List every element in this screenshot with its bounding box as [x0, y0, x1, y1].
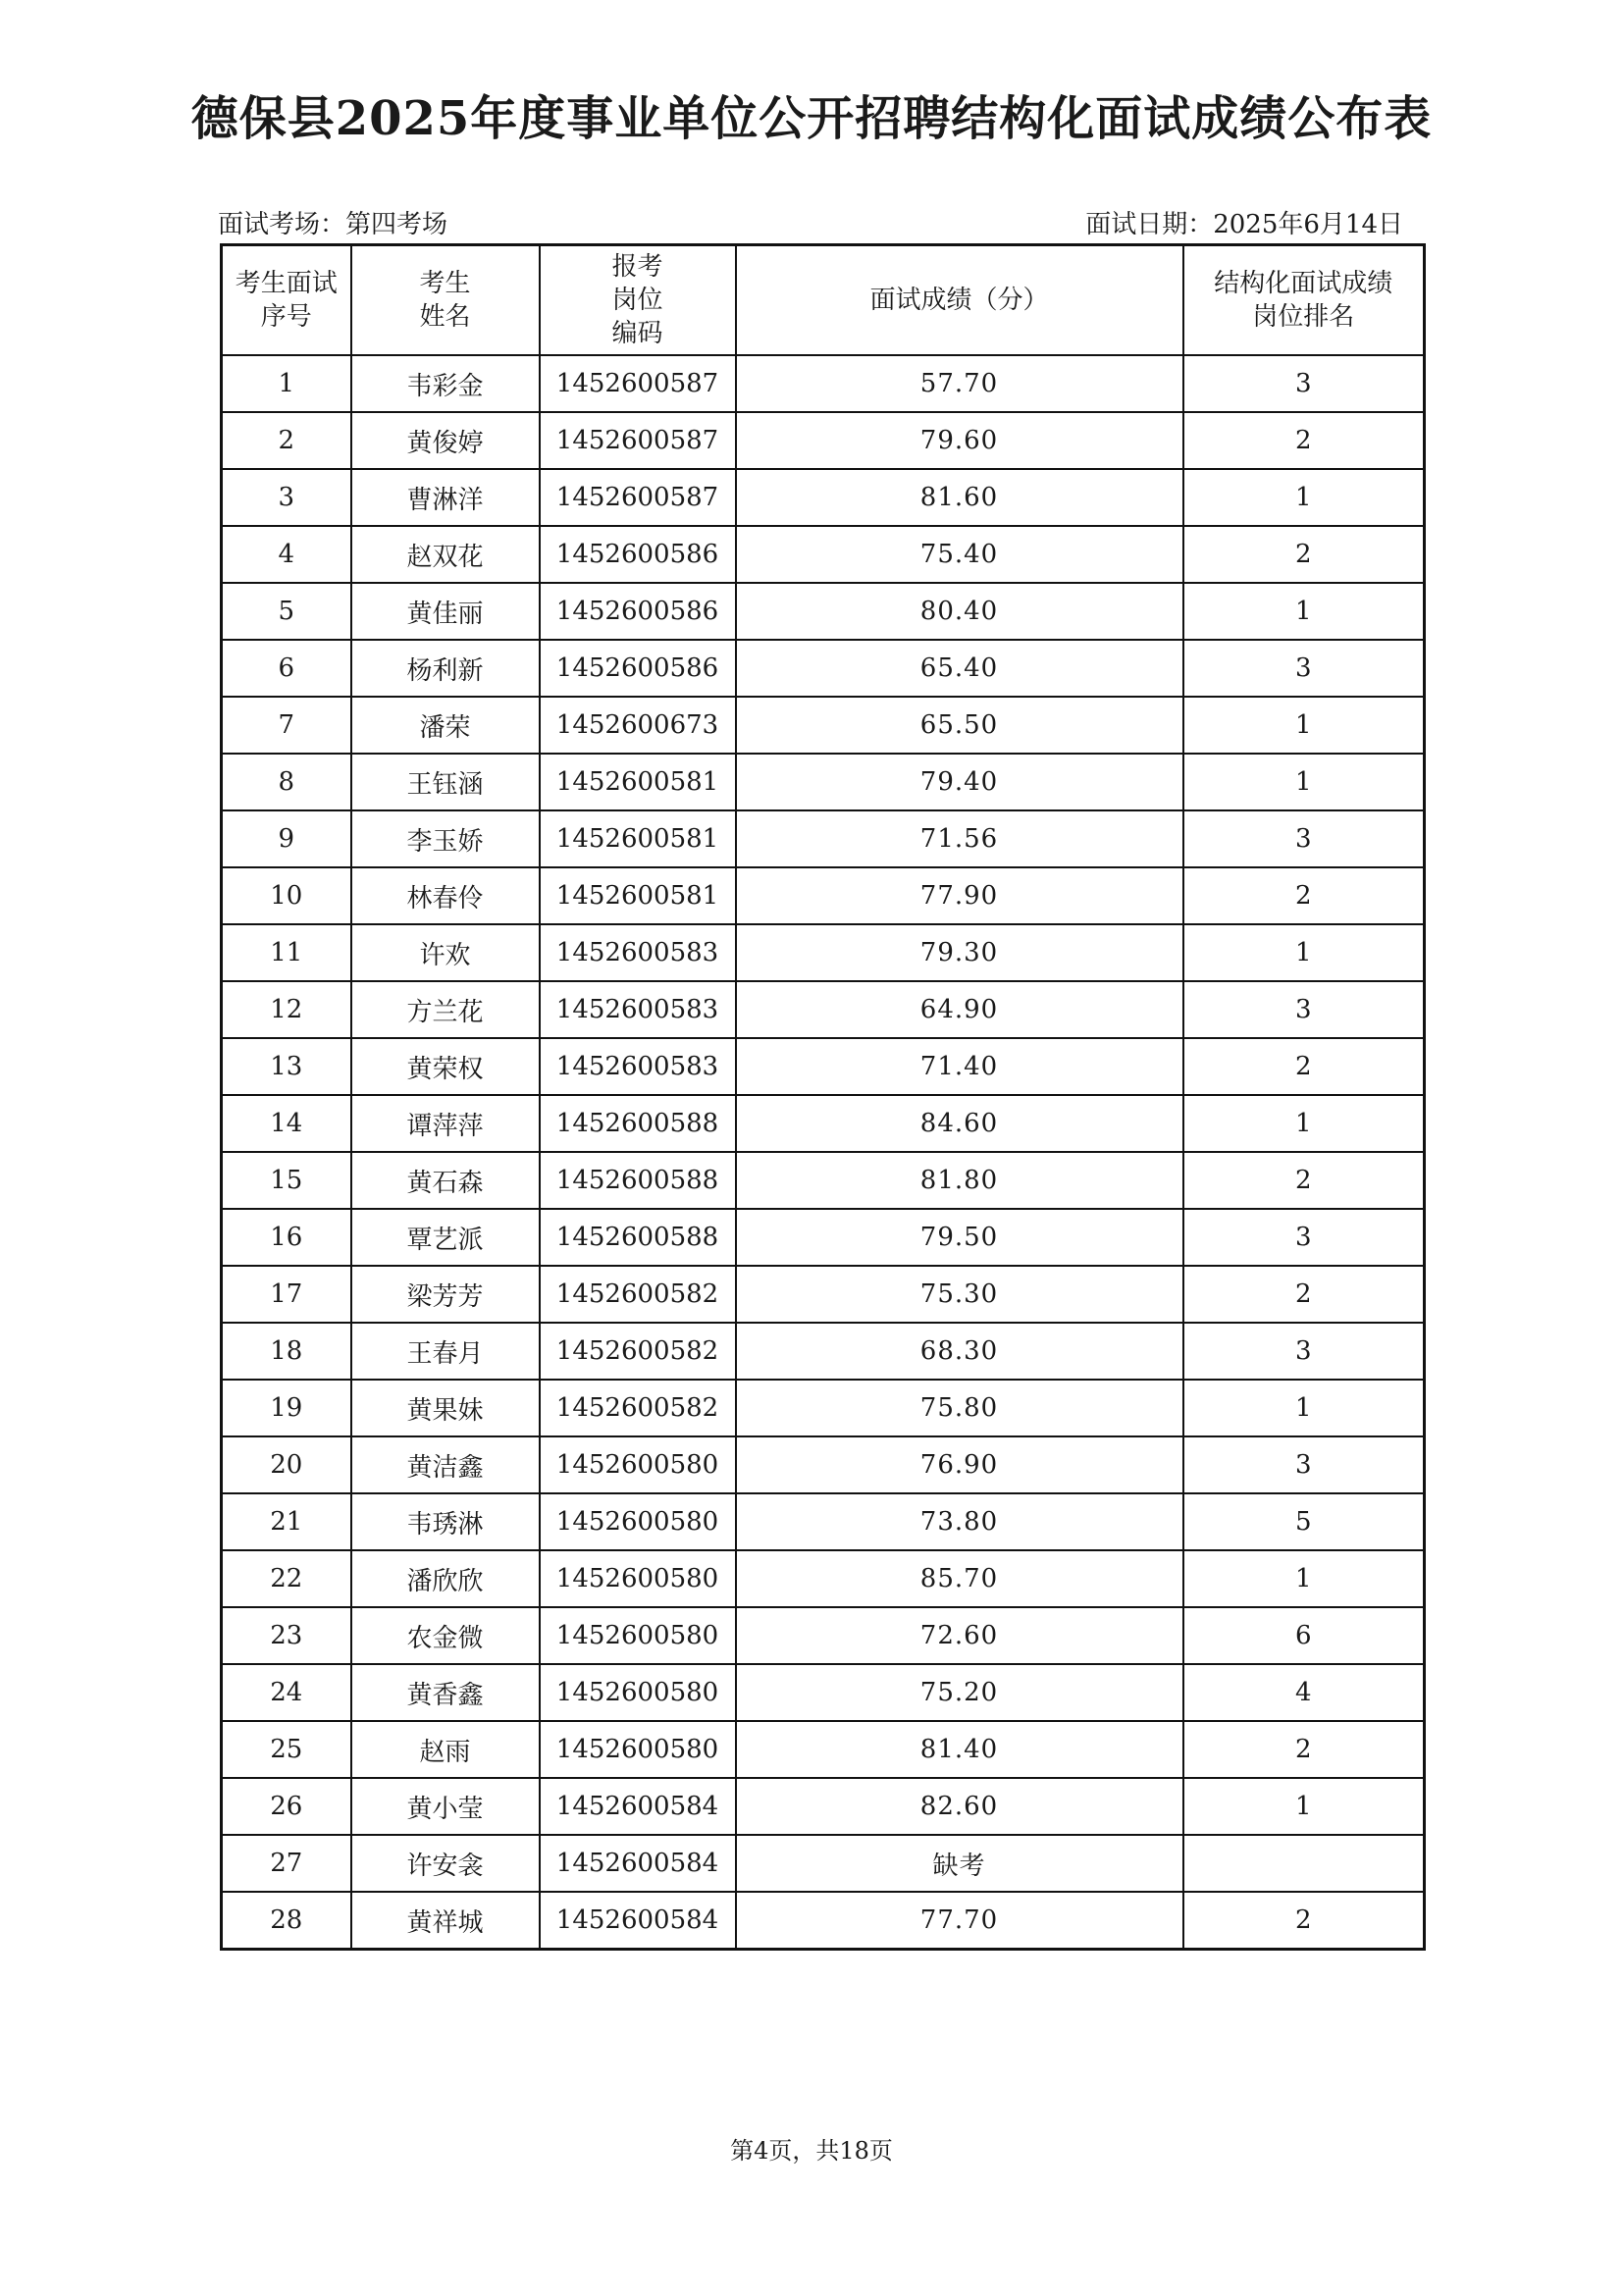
table-row — [222, 412, 1425, 469]
cell-name: 黄祥城 — [351, 1892, 540, 1950]
cell-rank: 2 — [1183, 1721, 1425, 1778]
cell-seq: 1 — [222, 355, 351, 412]
table-row — [222, 1892, 1425, 1950]
table-header-row — [222, 245, 1425, 356]
cell-code: 1452600584 — [540, 1778, 736, 1835]
header-rank-line: 岗位排名 — [1252, 302, 1355, 332]
header-name — [351, 245, 540, 356]
cell-name: 许安衾 — [351, 1835, 540, 1892]
cell-seq: 28 — [222, 1892, 351, 1950]
cell-seq: 26 — [222, 1778, 351, 1835]
table-row — [222, 1380, 1425, 1436]
cell-score: 65.40 — [736, 640, 1183, 697]
cell-name: 赵雨 — [351, 1721, 540, 1778]
cell-code: 1452600583 — [540, 924, 736, 981]
table-row — [222, 1835, 1425, 1892]
cell-score: 64.90 — [736, 981, 1183, 1038]
cell-name: 黄香鑫 — [351, 1664, 540, 1721]
cell-seq: 12 — [222, 981, 351, 1038]
cell-score: 77.70 — [736, 1892, 1183, 1950]
cell-rank: 3 — [1183, 355, 1425, 412]
cell-name: 覃艺派 — [351, 1209, 540, 1266]
cell-rank: 3 — [1183, 981, 1425, 1038]
table-row — [222, 526, 1425, 583]
header-seq-line: 序号 — [260, 302, 312, 332]
cell-code: 1452600581 — [540, 810, 736, 867]
header-code-line: 报考 — [611, 252, 663, 282]
cell-score: 75.30 — [736, 1266, 1183, 1323]
cell-score: 80.40 — [736, 583, 1183, 640]
header-name-line: 姓名 — [419, 302, 471, 332]
cell-code: 1452600586 — [540, 583, 736, 640]
cell-score: 81.60 — [736, 469, 1183, 526]
cell-seq: 25 — [222, 1721, 351, 1778]
cell-name: 王钰涵 — [351, 754, 540, 810]
table-body — [222, 355, 1425, 1950]
cell-code: 1452600582 — [540, 1266, 736, 1323]
score-table — [220, 243, 1426, 1951]
cell-rank: 1 — [1183, 754, 1425, 810]
header-seq — [222, 245, 351, 356]
cell-score: 81.80 — [736, 1152, 1183, 1209]
header-rank — [1183, 245, 1425, 356]
cell-code: 1452600586 — [540, 526, 736, 583]
cell-rank — [1183, 1835, 1425, 1892]
cell-seq: 8 — [222, 754, 351, 810]
cell-score: 84.60 — [736, 1095, 1183, 1152]
cell-score: 79.50 — [736, 1209, 1183, 1266]
cell-seq: 15 — [222, 1152, 351, 1209]
cell-seq: 21 — [222, 1493, 351, 1550]
cell-code: 1452600580 — [540, 1607, 736, 1664]
cell-rank: 2 — [1183, 867, 1425, 924]
cell-code: 1452600584 — [540, 1892, 736, 1950]
table-row — [222, 1493, 1425, 1550]
cell-rank: 2 — [1183, 526, 1425, 583]
cell-score: 71.40 — [736, 1038, 1183, 1095]
header-score-line: 面试成绩（分） — [869, 286, 1049, 315]
cell-code: 1452600580 — [540, 1721, 736, 1778]
cell-seq: 27 — [222, 1835, 351, 1892]
cell-seq: 18 — [222, 1323, 351, 1380]
cell-score: 缺考 — [736, 1835, 1183, 1892]
cell-score: 68.30 — [736, 1323, 1183, 1380]
cell-name: 王春月 — [351, 1323, 540, 1380]
header-code-line: 岗位 — [611, 286, 663, 315]
cell-score: 85.70 — [736, 1550, 1183, 1607]
table-row — [222, 981, 1425, 1038]
cell-seq: 17 — [222, 1266, 351, 1323]
cell-code: 1452600580 — [540, 1493, 736, 1550]
cell-seq: 6 — [222, 640, 351, 697]
cell-name: 林春伶 — [351, 867, 540, 924]
cell-code: 1452600583 — [540, 981, 736, 1038]
cell-rank: 3 — [1183, 1323, 1425, 1380]
cell-seq: 20 — [222, 1436, 351, 1493]
cell-name: 黄佳丽 — [351, 583, 540, 640]
cell-score: 65.50 — [736, 697, 1183, 754]
cell-rank: 1 — [1183, 1095, 1425, 1152]
cell-name: 农金微 — [351, 1607, 540, 1664]
cell-name: 许欢 — [351, 924, 540, 981]
cell-rank: 6 — [1183, 1607, 1425, 1664]
cell-seq: 23 — [222, 1607, 351, 1664]
table-row — [222, 1323, 1425, 1380]
cell-score: 81.40 — [736, 1721, 1183, 1778]
cell-rank: 1 — [1183, 469, 1425, 526]
page-number: 第4页，共18页 — [730, 2137, 893, 2165]
header-seq-line: 考生面试 — [235, 269, 338, 298]
cell-score: 73.80 — [736, 1493, 1183, 1550]
cell-code: 1452600581 — [540, 754, 736, 810]
cell-rank: 3 — [1183, 810, 1425, 867]
cell-score: 77.90 — [736, 867, 1183, 924]
cell-seq: 10 — [222, 867, 351, 924]
cell-score: 79.60 — [736, 412, 1183, 469]
cell-seq: 16 — [222, 1209, 351, 1266]
cell-seq: 19 — [222, 1380, 351, 1436]
cell-code: 1452600582 — [540, 1380, 736, 1436]
table-row — [222, 1778, 1425, 1835]
table-row — [222, 867, 1425, 924]
cell-rank: 2 — [1183, 412, 1425, 469]
cell-name: 黄果妹 — [351, 1380, 540, 1436]
table-row — [222, 1095, 1425, 1152]
table-row — [222, 355, 1425, 412]
cell-rank: 5 — [1183, 1493, 1425, 1550]
cell-rank: 3 — [1183, 1436, 1425, 1493]
cell-seq: 9 — [222, 810, 351, 867]
cell-score: 79.30 — [736, 924, 1183, 981]
cell-seq: 14 — [222, 1095, 351, 1152]
meta-row — [218, 204, 1403, 243]
cell-name: 韦彩金 — [351, 355, 540, 412]
cell-score: 82.60 — [736, 1778, 1183, 1835]
table-row — [222, 1152, 1425, 1209]
cell-name: 李玉娇 — [351, 810, 540, 867]
cell-seq: 2 — [222, 412, 351, 469]
header-score — [736, 245, 1183, 356]
cell-name: 梁芳芳 — [351, 1266, 540, 1323]
table-row — [222, 640, 1425, 697]
cell-score: 75.20 — [736, 1664, 1183, 1721]
cell-rank: 3 — [1183, 1209, 1425, 1266]
table-row — [222, 697, 1425, 754]
table-row — [222, 1038, 1425, 1095]
cell-score: 75.40 — [736, 526, 1183, 583]
cell-seq: 4 — [222, 526, 351, 583]
page-title: 德保县2025年度事业单位公开招聘结构化面试成绩公布表 — [190, 91, 1433, 146]
cell-score: 71.56 — [736, 810, 1183, 867]
cell-code: 1452600584 — [540, 1835, 736, 1892]
cell-name: 潘荣 — [351, 697, 540, 754]
header-rank-line: 结构化面试成绩 — [1214, 269, 1393, 298]
cell-rank: 1 — [1183, 1778, 1425, 1835]
cell-code: 1452600586 — [540, 640, 736, 697]
cell-rank: 2 — [1183, 1152, 1425, 1209]
cell-name: 谭萍萍 — [351, 1095, 540, 1152]
cell-name: 黄俊婷 — [351, 412, 540, 469]
cell-name: 黄小莹 — [351, 1778, 540, 1835]
cell-score: 57.70 — [736, 355, 1183, 412]
table-row — [222, 469, 1425, 526]
cell-code: 1452600580 — [540, 1436, 736, 1493]
cell-seq: 3 — [222, 469, 351, 526]
cell-seq: 11 — [222, 924, 351, 981]
cell-code: 1452600580 — [540, 1664, 736, 1721]
cell-name: 韦琇淋 — [351, 1493, 540, 1550]
cell-code: 1452600588 — [540, 1095, 736, 1152]
cell-score: 76.90 — [736, 1436, 1183, 1493]
cell-rank: 2 — [1183, 1038, 1425, 1095]
table-row — [222, 754, 1425, 810]
cell-seq: 22 — [222, 1550, 351, 1607]
header-code — [540, 245, 736, 356]
table-row — [222, 810, 1425, 867]
cell-seq: 5 — [222, 583, 351, 640]
cell-name: 潘欣欣 — [351, 1550, 540, 1607]
cell-rank: 1 — [1183, 924, 1425, 981]
header-code-line: 编码 — [611, 319, 663, 348]
header-name-line: 考生 — [419, 269, 471, 298]
cell-name: 赵双花 — [351, 526, 540, 583]
cell-seq: 13 — [222, 1038, 351, 1095]
cell-score: 72.60 — [736, 1607, 1183, 1664]
exam-venue: 面试考场：第四考场 — [218, 210, 448, 239]
cell-score: 75.80 — [736, 1380, 1183, 1436]
table-row — [222, 1209, 1425, 1266]
cell-code: 1452600587 — [540, 469, 736, 526]
table-row — [222, 1550, 1425, 1607]
table-row — [222, 583, 1425, 640]
cell-code: 1452600582 — [540, 1323, 736, 1380]
cell-code: 1452600587 — [540, 412, 736, 469]
cell-rank: 1 — [1183, 1380, 1425, 1436]
cell-name: 黄石森 — [351, 1152, 540, 1209]
cell-name: 方兰花 — [351, 981, 540, 1038]
cell-seq: 24 — [222, 1664, 351, 1721]
cell-code: 1452600673 — [540, 697, 736, 754]
table-row — [222, 1607, 1425, 1664]
cell-rank: 1 — [1183, 583, 1425, 640]
cell-code: 1452600587 — [540, 355, 736, 412]
cell-score: 79.40 — [736, 754, 1183, 810]
cell-rank: 1 — [1183, 697, 1425, 754]
cell-rank: 1 — [1183, 1550, 1425, 1607]
cell-rank: 3 — [1183, 640, 1425, 697]
cell-code: 1452600581 — [540, 867, 736, 924]
cell-rank: 2 — [1183, 1892, 1425, 1950]
table-row — [222, 1721, 1425, 1778]
cell-rank: 4 — [1183, 1664, 1425, 1721]
cell-rank: 2 — [1183, 1266, 1425, 1323]
table-row — [222, 924, 1425, 981]
exam-date: 面试日期：2025年6月14日 — [1085, 210, 1403, 239]
table-row — [222, 1266, 1425, 1323]
cell-code: 1452600580 — [540, 1550, 736, 1607]
cell-seq: 7 — [222, 697, 351, 754]
cell-code: 1452600588 — [540, 1152, 736, 1209]
cell-name: 黄荣权 — [351, 1038, 540, 1095]
table-row — [222, 1436, 1425, 1493]
cell-name: 曹淋洋 — [351, 469, 540, 526]
table-row — [222, 1664, 1425, 1721]
cell-name: 黄洁鑫 — [351, 1436, 540, 1493]
cell-name: 杨利新 — [351, 640, 540, 697]
cell-code: 1452600588 — [540, 1209, 736, 1266]
cell-code: 1452600583 — [540, 1038, 736, 1095]
